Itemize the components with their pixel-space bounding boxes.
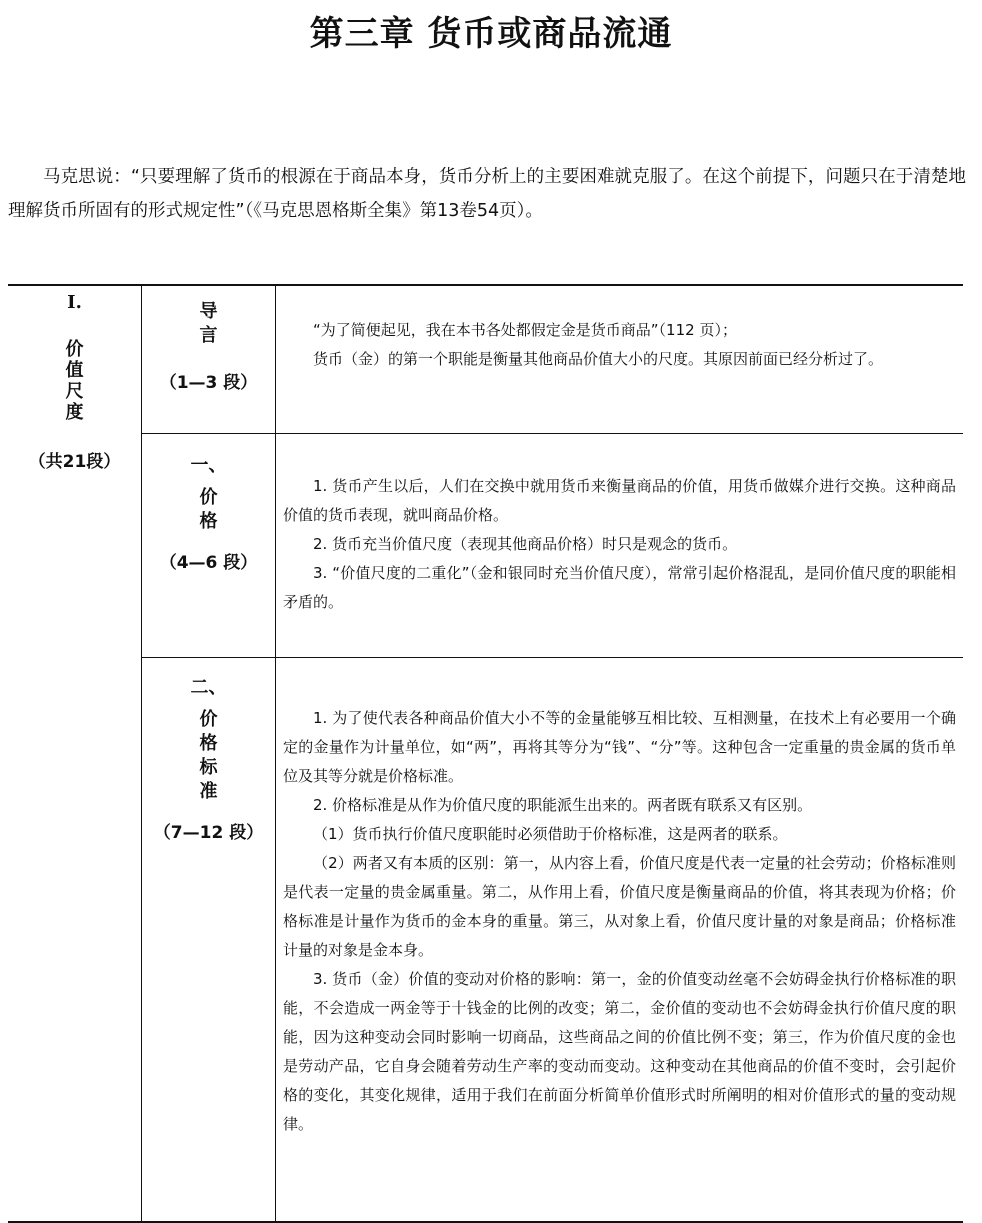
subsection-price-standard (142, 658, 963, 1221)
subsection-introduction (142, 286, 963, 434)
content-paragraph: 货币（金）的第一个职能是衡量其他商品价值大小的尺度。其原因前面已经分析过了。 (313, 350, 884, 368)
subsection-range: （1—3 段） (159, 373, 258, 393)
content-paragraph: （1）货币执行价值尺度职能时必须借助于价格标准，这是两者的联系。 (313, 825, 788, 843)
subsection-prefix: 一、 (190, 455, 227, 476)
subsection-range: （7—12 段） (153, 823, 264, 843)
outline-table (8, 284, 963, 1223)
subsection-content (283, 704, 956, 1139)
subsection-content (283, 472, 956, 617)
heading-char: 价 (199, 487, 218, 508)
section-column (8, 286, 142, 1221)
section-title-char: 尺 (65, 381, 84, 402)
heading-char: 价 (199, 709, 218, 730)
subsection-heading (142, 300, 275, 348)
section-title-char: 价 (65, 339, 84, 360)
subsection-range: （4—6 段） (159, 553, 258, 573)
content-paragraph: 3. 货币（金）价值的变动对价格的影响：第一，金的价值变动丝毫不会妨碍金执行价格标准的职能，不会造成一两金等于十钱金的比例的改变；第二，金价值的变动也不会妨碍金执行价值尺度的职能，因为这种变动会同时影响一切商品，这些商品之间的价值比例不变；第三，作为价值尺度的金也是劳动产品，它自身会随着劳动生产率的变动而变动。这种变动在其他商品的价值不变时，会引起价格的变化，其变化规律，适用于我们在前面分析简单价值形式时所阐明的相对价值形式的量的变动规律。 (283, 970, 956, 1133)
heading-char: 导 (199, 301, 218, 322)
section-number: Ⅰ. (67, 292, 82, 313)
subsection-label (142, 286, 276, 433)
content-paragraph: （2）两者又有本质的区别：第一，从内容上看，价值尺度是代表一定量的社会劳动；价格标准则是代表一定量的贵金属重量。第二，从作用上看，价值尺度是衡量商品的价值，将其表现为价格；价格标准是计量作为货币的金本身的重量。第三，从对象上看，价值尺度计量的对象是商品；价格标准计量的对象是金本身。 (283, 854, 956, 959)
subsection-heading (142, 486, 275, 534)
subsection-prefix: 二、 (190, 677, 227, 698)
section-title-char: 度 (65, 402, 84, 423)
intro-paragraph: 马克思说：“只要理解了货币的根源在于商品本身，货币分析上的主要困难就克服了。在这个前提下，问题只在于清楚地理解货币所固有的形式规定性”（《马克思恩格斯全集》第13卷54页）。 (8, 167, 966, 221)
content-paragraph: 1. 货币产生以后，人们在交换中就用货币来衡量商品的价值，用货币做媒介进行交换。这种商品价值的货币表现，就叫商品价格。 (283, 477, 956, 524)
content-paragraph: 2. 货币充当价值尺度（表现其他商品价格）时只是观念的货币。 (313, 535, 738, 553)
content-paragraph: 2. 价格标准是从作为价值尺度的职能派生出来的。两者既有联系又有区别。 (313, 796, 813, 814)
subsection-label (142, 658, 276, 1221)
heading-char: 言 (199, 325, 218, 346)
heading-char: 格 (199, 733, 218, 754)
section-title (8, 339, 141, 423)
page-title: 第三章 货币或商品流通 (309, 14, 673, 54)
subsection-price (142, 434, 963, 658)
subsection-label (142, 434, 276, 657)
heading-char: 准 (199, 781, 218, 802)
heading-char: 标 (199, 757, 218, 778)
content-paragraph: 1. 为了使代表各种商品价值大小不等的金量能够互相比较、互相测量，在技术上有必要用一个确定的金量作为计量单位，如“两”，再将其等分为“钱”、“分”等。这种包含一定重量的贵金属的货币单位及其等分就是价格标准。 (283, 709, 956, 785)
section-title-char: 值 (65, 360, 84, 381)
subsection-heading (142, 708, 275, 804)
content-paragraph: 3. “价值尺度的二重化”（金和银同时充当价值尺度），常常引起价格混乱，是同价值尺度的职能相矛盾的。 (283, 564, 956, 611)
heading-char: 格 (199, 511, 218, 532)
content-paragraph: “为了简便起见，我在本书各处都假定金是货币商品”（112 页）； (313, 321, 737, 339)
section-paragraph-count: （共21段） (28, 452, 121, 472)
subsection-content (283, 316, 956, 374)
